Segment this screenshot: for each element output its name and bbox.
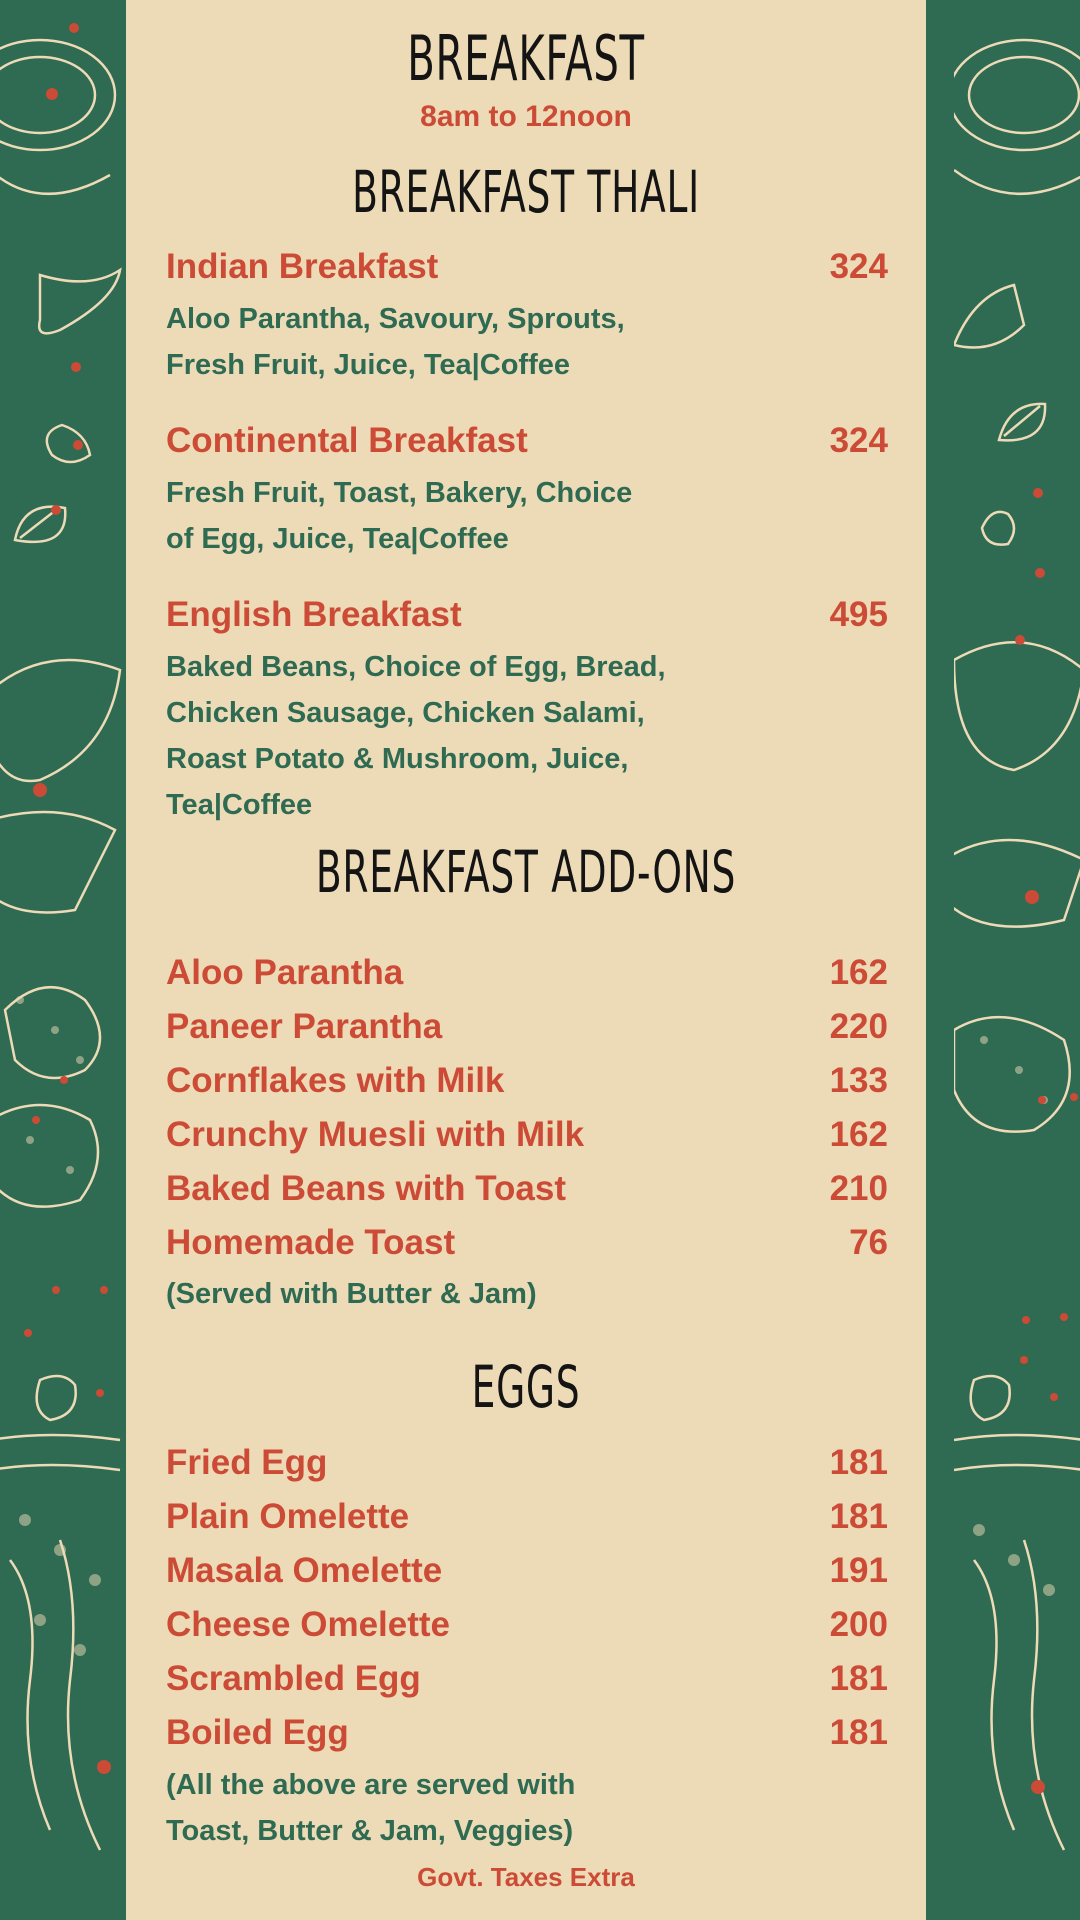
item-price: 181 [829, 1659, 888, 1698]
description-line: of Egg, Juice, Tea|Coffee [166, 523, 509, 555]
eggs-note [166, 1762, 866, 1854]
page-title: BREAKFAST [407, 22, 645, 95]
section-title-eggs: EGGS [471, 1353, 581, 1421]
note-line: (All the above are served with [166, 1769, 576, 1801]
item-price: 162 [829, 1115, 888, 1154]
item-name: Homemade Toast [166, 1223, 456, 1262]
item-price: 324 [829, 247, 888, 286]
item-price: 210 [829, 1169, 888, 1208]
item-name: Scrambled Egg [166, 1659, 421, 1698]
item-price: 133 [829, 1061, 888, 1100]
item-name: Cheese Omelette [166, 1605, 451, 1644]
item-price: 495 [829, 595, 888, 634]
service-hours: 8am to 12noon [420, 100, 632, 133]
menu-panel [126, 0, 926, 1920]
description-line: Fresh Fruit, Juice, Tea|Coffee [166, 349, 571, 381]
item-price: 162 [829, 953, 888, 992]
item-price: 76 [849, 1223, 888, 1262]
item-description [166, 296, 726, 388]
item-name: English Breakfast [166, 595, 462, 634]
food-illustration-icon [0, 0, 126, 1920]
section-title-addons: BREAKFAST ADD-ONS [315, 838, 737, 906]
left-decor-strip [0, 0, 126, 1920]
right-decor-strip [954, 0, 1080, 1920]
addons-note: (Served with Butter & Jam) [166, 1278, 537, 1310]
item-name: Paneer Parantha [166, 1007, 443, 1046]
description-line: Aloo Parantha, Savoury, Sprouts, [166, 303, 625, 335]
item-name: Indian Breakfast [166, 247, 439, 286]
item-name: Continental Breakfast [166, 421, 528, 460]
item-name: Aloo Parantha [166, 953, 404, 992]
description-line: Tea|Coffee [166, 789, 313, 821]
note-line: Toast, Butter & Jam, Veggies) [166, 1815, 574, 1847]
item-price: 191 [829, 1551, 888, 1590]
item-name: Boiled Egg [166, 1713, 349, 1752]
description-line: Chicken Sausage, Chicken Salami, [166, 697, 645, 729]
item-price: 181 [829, 1497, 888, 1536]
description-line: Roast Potato & Mushroom, Juice, [166, 743, 629, 775]
item-name: Baked Beans with Toast [166, 1169, 567, 1208]
item-name: Masala Omelette [166, 1551, 443, 1590]
taxes-note: Govt. Taxes Extra [417, 1862, 635, 1892]
item-price: 181 [829, 1713, 888, 1752]
item-name: Crunchy Muesli with Milk [166, 1115, 585, 1154]
item-description [166, 470, 726, 562]
item-price: 324 [829, 421, 888, 460]
item-name: Fried Egg [166, 1443, 328, 1482]
item-price: 200 [829, 1605, 888, 1644]
item-name: Cornflakes with Milk [166, 1061, 505, 1100]
item-price: 220 [829, 1007, 888, 1046]
description-line: Fresh Fruit, Toast, Bakery, Choice [166, 477, 633, 509]
item-name: Plain Omelette [166, 1497, 410, 1536]
food-illustration-icon [954, 0, 1080, 1920]
item-price: 181 [829, 1443, 888, 1482]
section-title-thali: BREAKFAST THALI [352, 158, 700, 226]
item-description [166, 644, 726, 828]
description-line: Baked Beans, Choice of Egg, Bread, [166, 651, 666, 683]
